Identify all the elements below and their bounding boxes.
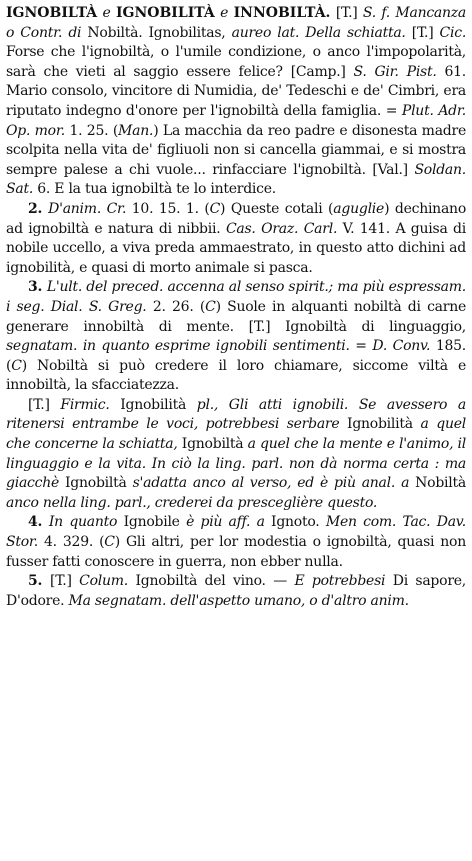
- author-tag: [T.]: [335, 5, 358, 21]
- text-segment: 2.: [28, 200, 49, 217]
- text-segment: Colum.: [79, 573, 129, 590]
- text-segment: Nobiltà: [409, 475, 466, 492]
- text-segment: C: [205, 298, 216, 315]
- text-segment: Ignoto.: [264, 514, 326, 531]
- text-segment: C: [209, 200, 221, 217]
- sense-5-text: [6, 573, 466, 609]
- text-segment: Ignobiltà: [177, 436, 248, 453]
- text-segment: Man.: [118, 122, 154, 139]
- text-segment: [T.]: [50, 573, 80, 590]
- grammar-label: S. f.: [362, 5, 390, 21]
- text-segment: =: [349, 338, 373, 355]
- text-segment: anco nella ling. parl., crederei da presceglière questo.: [6, 494, 378, 511]
- text-segment: 185. (: [6, 338, 467, 374]
- text-segment: a quel che la mente e l'animo, il linguaggio e la vita. In ciò la ling. parl. non dà norma certa : ma giacchè: [6, 436, 467, 492]
- text-segment: Plut. Adr. Op. mor.: [6, 102, 466, 139]
- text-segment: C: [104, 534, 115, 551]
- text-segment: Ma segnatam. dell'aspetto umano, o d'altro anim.: [68, 592, 409, 609]
- text-segment: 2. 26. (: [146, 298, 206, 315]
- text-segment: Ignobilità: [109, 396, 197, 413]
- entry-paragraph-1: [6, 4, 466, 200]
- text-segment: a quel che concerne la schiatta,: [6, 416, 466, 453]
- text-segment: 5.: [28, 573, 51, 590]
- text-segment: Cic.: [439, 24, 467, 41]
- text-segment: 6. E la tua ignobiltà te lo interdice.: [33, 181, 276, 198]
- text-segment: Nobiltà. Ignobilitas,: [81, 24, 232, 41]
- text-segment: s'adatta anco al verso, ed è più anal. a: [132, 475, 410, 492]
- text-segment: ) Queste cotali (: [220, 200, 334, 217]
- entry-paragraph-3: [6, 278, 466, 396]
- headword-conjunction: e: [102, 5, 111, 21]
- text-segment: 1. 25. (: [64, 122, 119, 139]
- text-segment: ) Suole in alquanti nobiltà di carne generare innobiltà di mente. [T.] Ignobiltà di linguaggio,: [6, 298, 467, 335]
- text-segment: Firmic.: [60, 396, 110, 413]
- text-segment: S. Gir. Pist.: [353, 63, 437, 80]
- text-segment: L'ult. del preced. accenna al senso spirit.; ma più espressam. i seg. Dial. S. Greg.: [6, 279, 466, 315]
- text-segment: E potrebbesi: [294, 573, 386, 590]
- text-segment: è più aff. a: [186, 514, 265, 531]
- text-segment: C: [11, 357, 22, 374]
- text-segment: ) dechinano ad ignobiltà e natura di nibbii.: [6, 200, 466, 237]
- text-segment: 4. 329. (: [38, 534, 105, 551]
- text-segment: Men com. Tac. Dav. Stor.: [6, 514, 466, 551]
- text-segment: pl.,: [196, 396, 219, 413]
- text-segment: Ignobiltà: [59, 475, 133, 492]
- usage-note-text: [6, 397, 466, 511]
- entry-paragraph-6: [6, 572, 466, 611]
- text-segment: ) Nobiltà si può credere il loro chiamare, siccome viltà e innobiltà, la sfacciatezza.: [6, 357, 466, 394]
- text-segment: 10. 15. 1. (: [126, 200, 210, 217]
- text-segment: segnatam. in quanto esprime ignobili sentimenti.: [6, 338, 350, 355]
- text-segment: ) La macchia da reo padre e disonesta madre scolpita nella vita de' figliuoli non si cancella giammai, e si mostra sempre palese a chi vuole... rinfacciare l'ignobiltà. [Val.]: [6, 122, 466, 178]
- sense-2-text: [6, 201, 466, 276]
- entry-paragraph-2: [6, 200, 466, 278]
- text-segment: Gli atti ignobili. Se avessero a ritenersi entrambe le voci, potrebbesi serbare: [6, 396, 467, 433]
- text-segment: aguglie: [333, 200, 385, 217]
- text-segment: In quanto: [48, 514, 118, 531]
- headword-conjunction: e: [220, 5, 229, 21]
- text-segment: Forse che l'ignobiltà, o l'umile condizione, o anco l'impopolarità, sarà che vieti al saggio essere felice? [Camp.]: [6, 44, 466, 80]
- headword-variant: INNOBILTÀ.: [233, 5, 331, 21]
- definition-text: [6, 5, 466, 197]
- text-segment: Ignobiltà del vino. —: [128, 573, 295, 590]
- text-segment: 4.: [28, 514, 49, 531]
- text-segment: D'anim. Cr.: [48, 200, 127, 217]
- text-segment: ) Gli altri, per lor modestia o ignobiltà, quasi non fusser fatti conoscere in guerra, non ebber nulla.: [6, 534, 467, 570]
- text-segment: aureo lat. Della schiatta.: [231, 24, 406, 41]
- text-segment: [T.]: [28, 396, 61, 413]
- text-segment: Ignobile: [117, 514, 187, 531]
- text-segment: Cas. Oraz. Carl.: [225, 220, 338, 237]
- text-segment: [T.]: [405, 24, 440, 41]
- text-segment: [218, 397, 229, 413]
- sense-3-text: [6, 279, 466, 393]
- entry-paragraph-5: [6, 513, 466, 572]
- sense-4-text: [6, 514, 466, 569]
- text-segment: V. 141. A guisa di nobile uccello, a viva preda ammaestrato, in questo atto dichini ad ignobilità, e quasi di morto animale si pasca.: [6, 220, 466, 276]
- entry-paragraph-4: [6, 396, 466, 514]
- text-segment: 61. Mario consolo, vincitore di Numidia, de' Tedeschi e de' Cimbri, era riputato indegno d'onore per l'ignobiltà della famiglia. =: [6, 63, 466, 119]
- text-segment: Soldan. Sat.: [6, 161, 466, 198]
- text-segment: 3.: [28, 279, 47, 296]
- text-segment: Ignobilità: [339, 416, 421, 433]
- text-segment: Di sapore, D'odore.: [6, 573, 467, 609]
- text-segment: Mancanza o Contr. di: [6, 5, 467, 41]
- headword-variant: IGNOBILITÀ: [115, 5, 215, 21]
- text-segment: D. Conv.: [372, 338, 431, 355]
- headword: IGNOBILTÀ: [6, 5, 98, 21]
